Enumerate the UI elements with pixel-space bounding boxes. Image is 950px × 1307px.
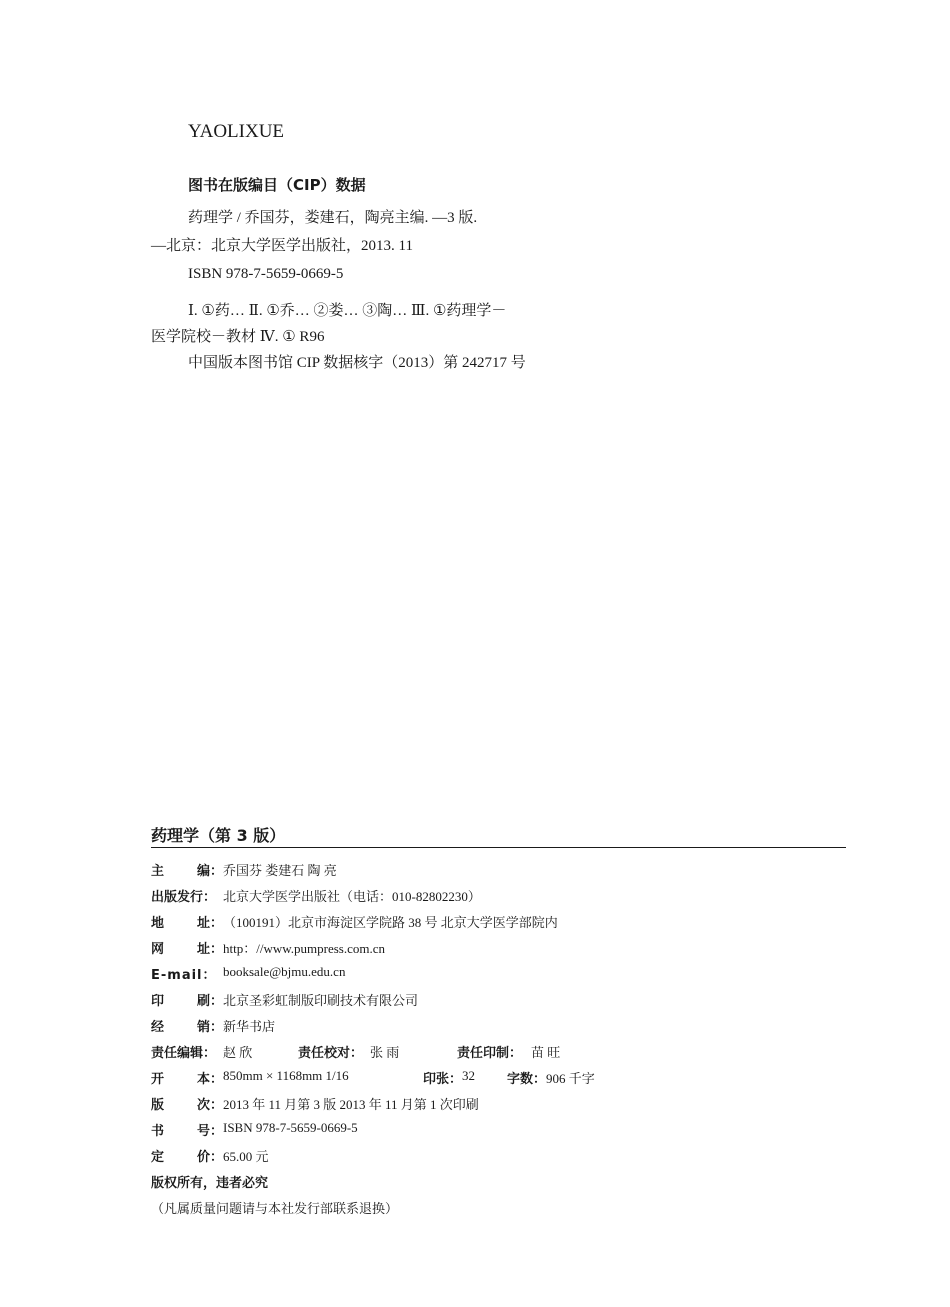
cip-record-number: 中国版本图书馆 CIP 数据核字（2013）第 242717 号 <box>188 355 526 371</box>
row-label: 主 <box>151 864 165 879</box>
cip-isbn: ISBN 978-7-5659-0669-5 <box>188 266 344 282</box>
row-label: E-mail： <box>151 968 217 983</box>
row-label: 网 <box>151 942 165 957</box>
staff-proofreader-value: 张 雨 <box>370 1045 400 1060</box>
staff-printing-value: 苗 旺 <box>531 1045 561 1060</box>
row-label: 号： <box>197 1124 224 1139</box>
row-label: 定 <box>151 1150 165 1165</box>
format-value: 850mm × 1168mm 1/16 <box>223 1068 349 1083</box>
row-label: 经 <box>151 1020 165 1035</box>
row-label: 编： <box>197 864 224 879</box>
row-label: 价： <box>197 1150 224 1165</box>
address-value: （100191）北京市海淀区学院路 38 号 北京大学医学部院内 <box>223 915 558 930</box>
row-label: 刷： <box>197 994 224 1009</box>
row-label: 版 <box>151 1098 165 1113</box>
email-value: booksale@bjmu.edu.cn <box>223 964 346 979</box>
pinyin-title: YAOLIXUE <box>188 121 285 142</box>
cip-classification-line-1: Ⅰ. ①药… Ⅱ. ①乔… ②娄… ③陶… Ⅲ. ①药理学－ <box>188 303 507 319</box>
words-value: 906 千字 <box>546 1071 595 1086</box>
row-label: 印 <box>151 994 165 1009</box>
row-label: 书 <box>151 1124 165 1139</box>
book-number-value: ISBN 978-7-5659-0669-5 <box>223 1120 358 1135</box>
cip-heading: 图书在版编目（CIP）数据 <box>188 176 366 194</box>
row-label: 本： <box>197 1072 224 1087</box>
printer-value: 北京圣彩虹制版印刷技术有限公司 <box>223 993 419 1008</box>
distributor-value: 新华书店 <box>223 1019 276 1034</box>
website-value: http：//www.pumpress.com.cn <box>223 941 385 956</box>
imprint-title: 药理学（第 3 版） <box>151 826 286 845</box>
row-label: 开 <box>151 1072 165 1087</box>
row-label: 责任校对： <box>298 1046 364 1061</box>
staff-editor-value: 赵 欣 <box>223 1045 253 1060</box>
row-label: 责任印制： <box>457 1046 523 1061</box>
row-label: 次： <box>197 1098 224 1113</box>
rights-notice: 版权所有，违者必究 <box>151 1176 269 1191</box>
row-label: 印张： <box>423 1072 463 1087</box>
row-label: 出版发行： <box>151 890 217 905</box>
row-label: 责任编辑： <box>151 1046 217 1061</box>
row-label: 销： <box>197 1020 224 1035</box>
cip-classification-line-2: 医学院校－教材 Ⅳ. ① R96 <box>151 329 325 345</box>
editor-value: 乔国芬 娄建石 陶 亮 <box>223 863 337 878</box>
cip-publisher-line: —北京：北京大学医学出版社，2013. 11 <box>151 238 413 254</box>
edition-value: 2013 年 11 月第 3 版 2013 年 11 月第 1 次印刷 <box>223 1097 479 1112</box>
price-value: 65.00 元 <box>223 1149 269 1164</box>
returns-notice: （凡属质量问题请与本社发行部联系退换） <box>151 1201 399 1216</box>
row-label: 址： <box>197 942 224 957</box>
imprint-divider <box>151 847 846 848</box>
publisher-value: 北京大学医学出版社（电话：010-82802230） <box>223 889 481 904</box>
cip-title-line: 药理学 / 乔国芬，娄建石，陶亮主编. —3 版. <box>188 210 478 226</box>
row-label: 址： <box>197 916 224 931</box>
sheets-value: 32 <box>462 1068 475 1083</box>
row-label: 字数： <box>507 1072 547 1087</box>
row-label: 地 <box>151 916 165 931</box>
